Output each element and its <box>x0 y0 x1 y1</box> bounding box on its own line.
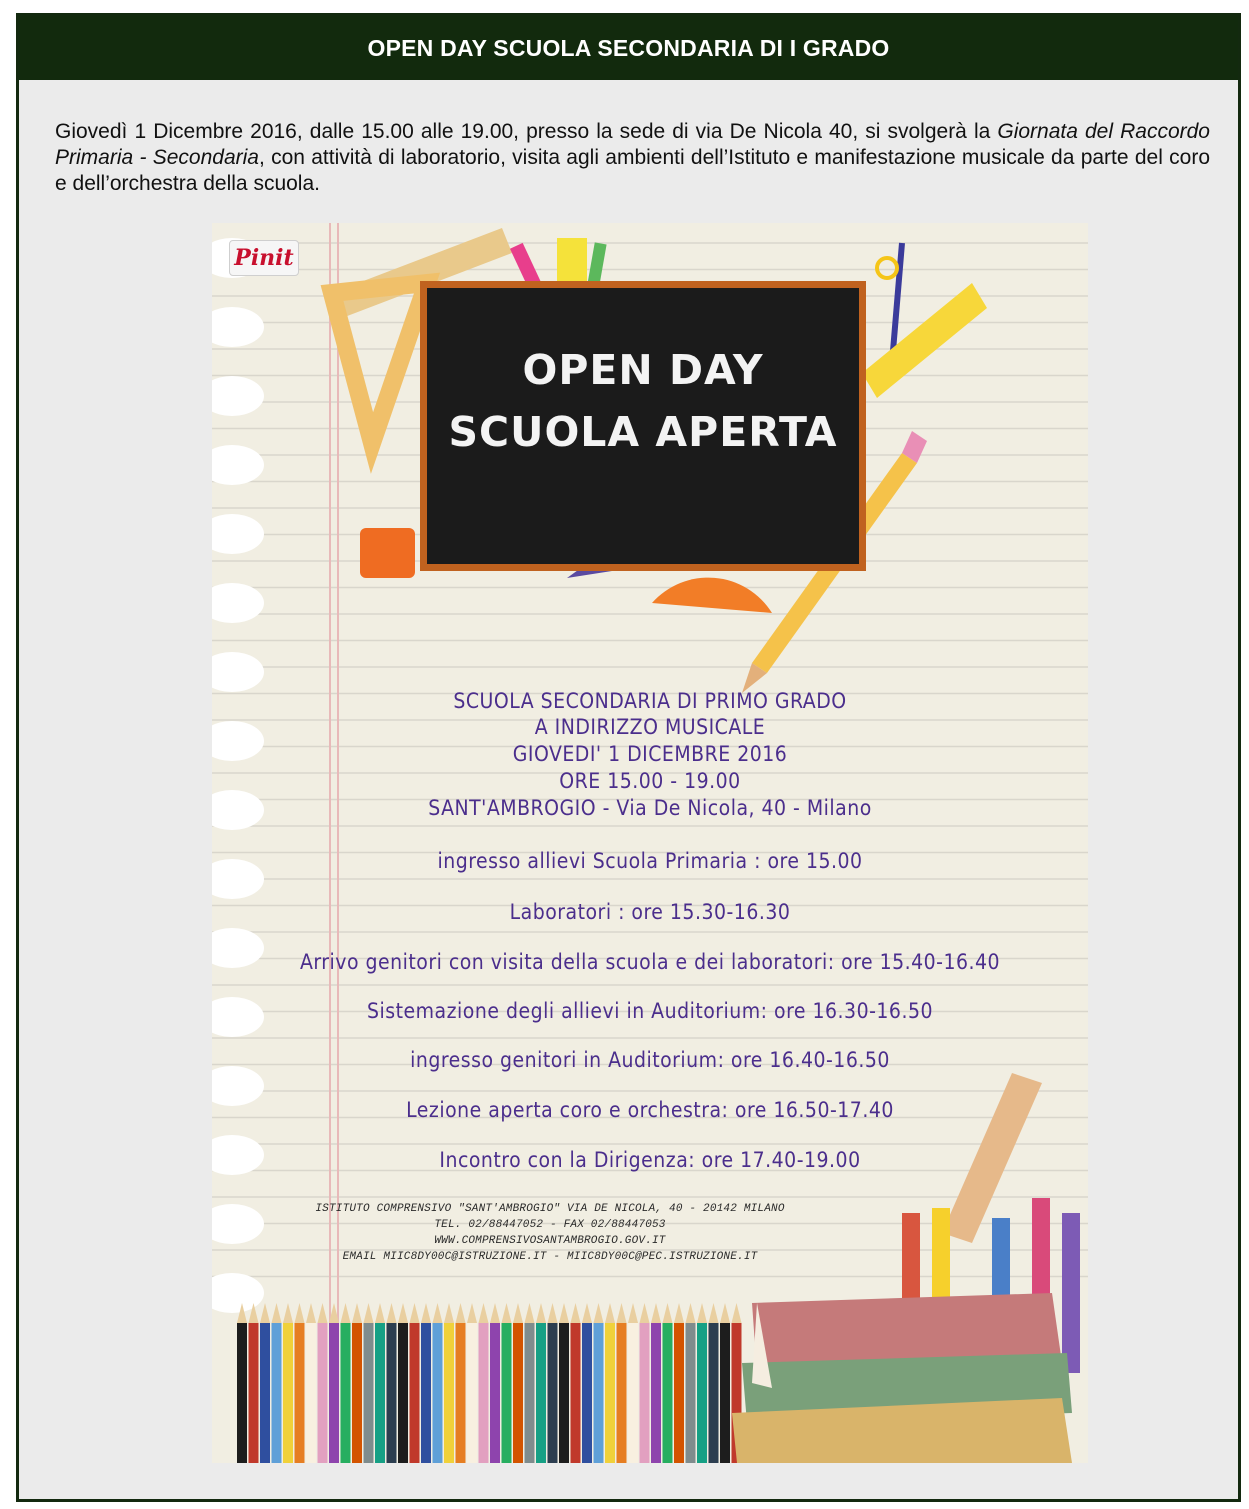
intro-italic: Giornata del Raccordo Primaria - Secondaria <box>55 120 1210 169</box>
poster-date-line: GIOVEDI' 1 DICEMBRE 2016 <box>512 742 788 766</box>
schedule-item: Laboratori : ore 15.30-16.30 <box>509 900 791 924</box>
schedule-item: ingresso allievi Scuola Primaria : ore 15.00 <box>437 849 863 873</box>
poster-time-line: ORE 15.00 - 19.00 <box>559 769 741 793</box>
intro-text-2: , con attività di laboratorio, visita agli ambienti dell’Istituto e manifestazione musicale da parte del coro e dell’orchestra della scuola. <box>55 146 1210 195</box>
chalkboard-line-1: OPEN DAY <box>522 346 764 394</box>
intro-paragraph <box>55 119 1210 197</box>
schedule-item: Lezione aperta coro e orchestra: ore 16.50-17.40 <box>406 1098 894 1122</box>
schedule-item: Arrivo genitori con visita della scuola e dei laboratori: ore 15.40-16.40 <box>299 950 1001 974</box>
open-day-poster <box>212 223 1088 1463</box>
article-frame <box>16 13 1241 1502</box>
poster-school-line: SCUOLA SECONDARIA DI PRIMO GRADO <box>453 689 847 713</box>
contact-line: WWW.COMPRENSIVOSANTAMBROGIO.GOV.IT <box>434 1235 666 1247</box>
pinterest-pin-button[interactable]: Pinit <box>229 240 299 276</box>
chalkboard-line-2: SCUOLA APERTA <box>448 408 838 456</box>
poster-address-line: SANT'AMBROGIO - Via De Nicola, 40 - Milano <box>428 796 872 820</box>
article-title: OPEN DAY SCUOLA SECONDARIA DI I GRADO <box>19 16 1238 80</box>
schedule-item: Sistemazione degli allievi in Auditorium: ore 16.30-16.50 <box>367 999 933 1023</box>
chalkboard <box>420 281 866 571</box>
intro-text-1: Giovedì 1 Dicembre 2016, dalle 15.00 alle 19.00, presso la sede di via De Nicola 40, si svolgerà la <box>55 120 998 143</box>
contact-line: ISTITUTO COMPRENSIVO "SANT'AMBROGIO" VIA DE NICOLA, 40 - 20142 MILANO <box>315 1203 785 1215</box>
contact-line: EMAIL MIIC8DY00C@ISTRUZIONE.IT - MIIC8DY00C@PEC.ISTRUZIONE.IT <box>342 1251 758 1263</box>
contact-line: TEL. 02/88447052 - FAX 02/88447053 <box>434 1219 666 1231</box>
poster-school-line: A INDIRIZZO MUSICALE <box>534 715 766 739</box>
schedule-item: Incontro con la Dirigenza: ore 17.40-19.00 <box>439 1148 861 1172</box>
schedule-item: ingresso genitori in Auditorium: ore 16.40-16.50 <box>410 1048 890 1072</box>
